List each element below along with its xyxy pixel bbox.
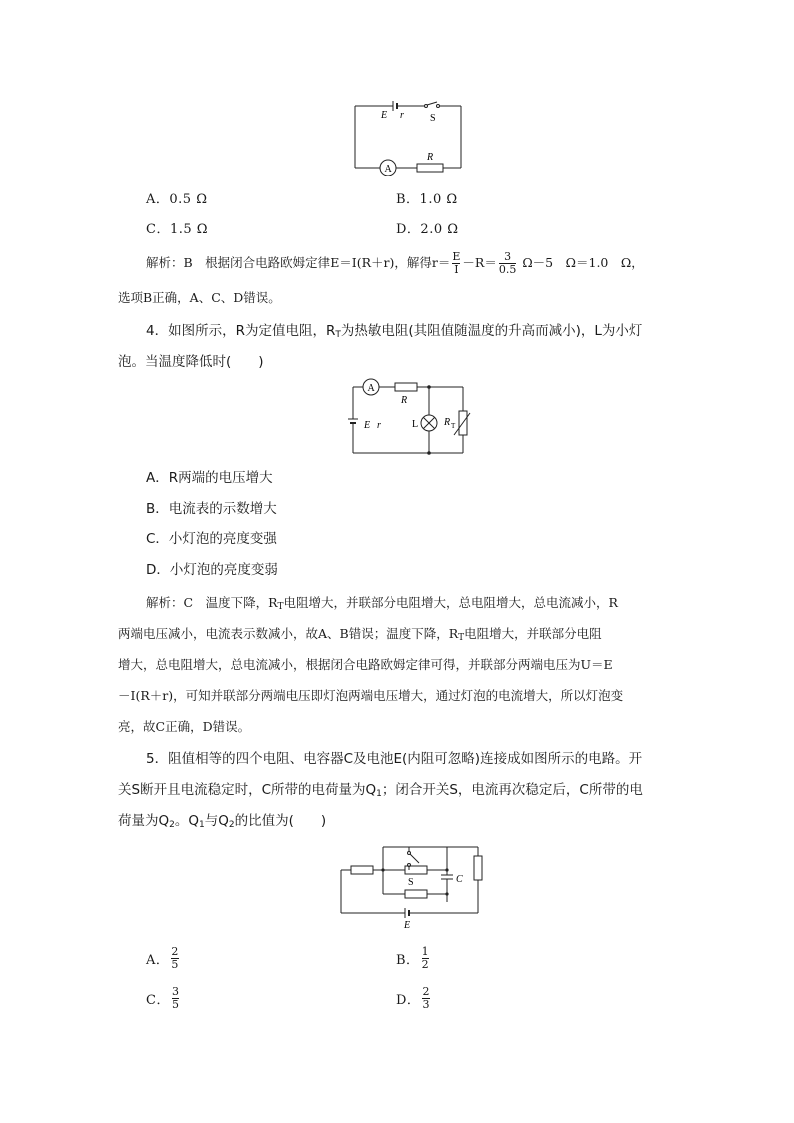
q3-option-d[interactable]: D．2.0 Ω bbox=[396, 222, 459, 237]
q5-stem-line3: 荷量为$Q_2$。$Q_1$与$Q_2$的比值为( ) bbox=[118, 813, 327, 830]
q5-stem-line2: 关S断开且电流稳定时，C所带的电荷量为$Q_1$；闭合开关S，电流再次稳定后，C所带的电 bbox=[118, 782, 643, 799]
q4-solution-line4: －I(R＋r)，可知并联部分两端电压即灯泡两端电压增大，通过灯泡的电流增大，所以灯泡变 bbox=[118, 688, 624, 703]
q5-label-E: E bbox=[404, 920, 411, 931]
q3-solution-line1: 解析：B 根据闭合电路欧姆定律E＝I(R＋r)，解得r＝ $\frac{E}{I}$ －R＝ $\frac{3}{0.5}$ Ω－5 Ω＝1.0 Ω， bbox=[146, 250, 644, 276]
fraction: $\frac{2}{3}$ bbox=[422, 985, 430, 1011]
q3-circuit-diagram bbox=[345, 96, 470, 176]
junction-dot bbox=[427, 385, 431, 389]
junction-dot bbox=[381, 868, 384, 871]
q4-option-d[interactable]: D．小灯泡的亮度变弱 bbox=[146, 562, 278, 578]
q5-option-b[interactable]: B． $\frac{1}{2}$ bbox=[396, 945, 430, 971]
q4-stem-line2: 泡。当温度降低时( ) bbox=[118, 354, 264, 370]
q4-circuit-diagram bbox=[343, 377, 473, 459]
q4-option-c[interactable]: C．小灯泡的亮度变强 bbox=[146, 531, 277, 547]
q4-option-a[interactable]: A．R两端的电压增大 bbox=[146, 470, 273, 486]
q3-solution-line2: 选项B正确，A、C、D错误。 bbox=[118, 290, 281, 305]
q5-option-d[interactable]: D． $\frac{2}{3}$ bbox=[396, 985, 430, 1011]
q3-option-b[interactable]: B．1.0 Ω bbox=[396, 192, 458, 207]
q3-label-E: E bbox=[381, 110, 388, 121]
q4-label-E: E bbox=[364, 420, 371, 431]
q5-label-C: C bbox=[456, 874, 463, 885]
fraction: $\frac{3}{5}$ bbox=[171, 985, 180, 1011]
q5-stem-line1: 5．阻值相等的四个电阻、电容器C及电池E(内阻可忽略)连接成如图所示的电路。开 bbox=[146, 751, 643, 767]
q4-label-RT-sub: T bbox=[451, 422, 456, 430]
q4-solution-line1: 解析：C 温度下降，$R_T$电阻增大，并联部分电阻增大，总电阻增大，总电流减小，R bbox=[146, 595, 618, 612]
q4-solution-line3: 增大，总电阻增大，总电流减小，根据闭合电路欧姆定律可得，并联部分两端电压为U＝E bbox=[118, 657, 613, 672]
q4-label-L: L bbox=[412, 419, 419, 430]
fraction: $\frac{1}{2}$ bbox=[421, 945, 430, 971]
q3-label-S: S bbox=[430, 113, 436, 124]
q5-option-a[interactable]: A． $\frac{2}{5}$ bbox=[146, 945, 179, 971]
q3-option-c[interactable]: C．1.5 Ω bbox=[146, 222, 209, 237]
q3-option-a[interactable]: A．0.5 Ω bbox=[146, 192, 208, 207]
junction-dot bbox=[445, 868, 448, 871]
q4-label-r: r bbox=[377, 420, 381, 431]
junction-dot bbox=[427, 451, 431, 455]
q4-solution-line5: 亮，故C正确，D错误。 bbox=[118, 719, 251, 734]
fraction: $\frac{2}{5}$ bbox=[171, 945, 179, 971]
fraction-e-over-i: $\frac{E}{I}$ bbox=[452, 250, 461, 276]
ammeter-label: A bbox=[384, 164, 392, 175]
q5-option-c[interactable]: C． $\frac{3}{5}$ bbox=[146, 985, 180, 1011]
q5-label-S: S bbox=[408, 877, 414, 888]
q4-stem-line1: 4．如图所示，R为定值电阻，$R_T$为热敏电阻(其阻值随温度的升高而减小)，L为小灯 bbox=[146, 323, 643, 340]
junction-dot bbox=[445, 892, 448, 895]
q5-circuit-diagram bbox=[333, 842, 493, 932]
q4-solution-line2: 两端电压减小，电流表示数减小，故A、B错误；温度下降，$R_T$电阻增大，并联部分电阻 bbox=[118, 626, 602, 643]
ammeter-label: A bbox=[367, 383, 375, 394]
q4-option-b[interactable]: B．电流表的示数增大 bbox=[146, 501, 277, 517]
q3-label-r: r bbox=[400, 110, 404, 121]
q4-label-R: R bbox=[401, 395, 408, 406]
fraction-3-over-05: $\frac{3}{0.5}$ bbox=[498, 250, 517, 276]
q3-label-R: R bbox=[427, 152, 434, 163]
q4-label-RT: R bbox=[444, 417, 451, 428]
